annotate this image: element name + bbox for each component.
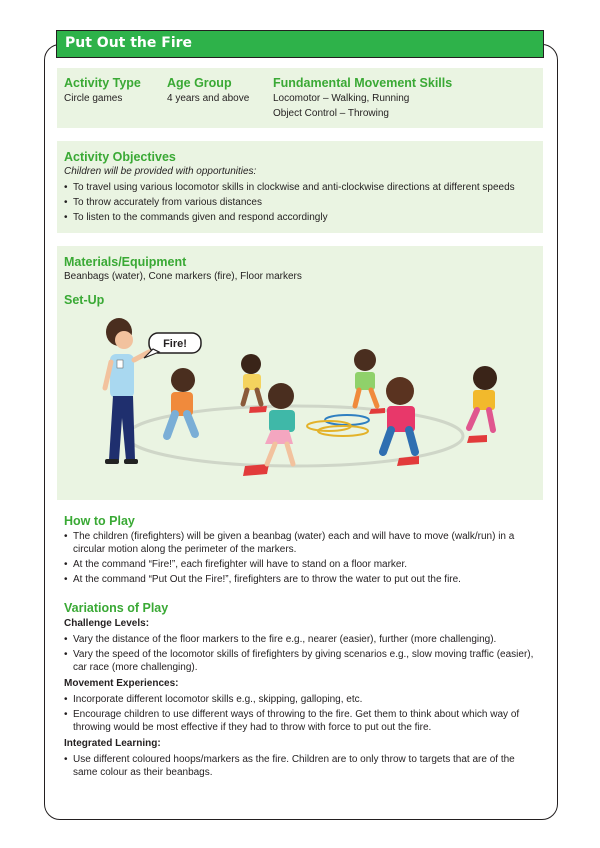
speech-bubble xyxy=(144,333,201,358)
child-figure xyxy=(383,377,415,452)
list-item: • To travel using various locomotor skills in clockwise and anti-clockwise directions at different speeds xyxy=(64,181,542,194)
fire-hoops xyxy=(307,415,369,436)
age-group-label: Age Group xyxy=(167,76,232,90)
setup-illustration xyxy=(97,318,507,490)
age-group-value: 4 years and above xyxy=(167,93,250,104)
movement-experiences-list xyxy=(64,693,540,736)
child-figure xyxy=(354,349,377,406)
skills-line-2: Object Control – Throwing xyxy=(273,108,389,119)
title-bar xyxy=(56,30,544,58)
challenge-levels-heading: Challenge Levels: xyxy=(64,618,150,629)
speech-text: Fire! xyxy=(163,338,187,350)
child-figure xyxy=(241,354,261,404)
list-item: • Vary the speed of the locomotor skills of firefighters by giving scenarios e.g., slow moving traffic (easier), car race (more challenging). xyxy=(64,648,540,674)
page-title: Put Out the Fire xyxy=(65,35,193,51)
list-item: • Incorporate different locomotor skills e.g., skipping, galloping, etc. xyxy=(64,693,540,706)
objectives-heading: Activity Objectives xyxy=(64,150,176,164)
activity-type-label: Activity Type xyxy=(64,76,141,90)
list-item: • Use different coloured hoops/markers as the fire. Children are to only throw to targets that are of the same colour as their beanbags. xyxy=(64,753,540,779)
list-item: • The children (firefighters) will be given a beanbag (water) each and will have to move (walk/run) in a circular motion along the perimeter of the markers. xyxy=(64,530,540,556)
how-to-play-heading: How to Play xyxy=(64,514,135,528)
list-item: • To listen to the commands given and respond accordingly xyxy=(64,211,542,224)
child-figure xyxy=(265,383,295,464)
materials-heading: Materials/Equipment xyxy=(64,255,187,269)
integrated-learning-list xyxy=(64,753,540,781)
list-item: • To throw accurately from various distances xyxy=(64,196,542,209)
movement-experiences-heading: Movement Experiences: xyxy=(64,678,179,689)
objectives-intro: Children will be provided with opportunities: xyxy=(64,166,257,177)
materials-text: Beanbags (water), Cone markers (fire), Floor markers xyxy=(64,271,302,282)
skills-line-1: Locomotor – Walking, Running xyxy=(273,93,410,104)
child-figure xyxy=(167,368,195,436)
activity-type-value: Circle games xyxy=(64,93,123,104)
variations-heading: Variations of Play xyxy=(64,601,169,615)
list-item: • Encourage children to use different ways of throwing to the fire. Get them to think about which way of throwing would be most effective if they had to throw with force to put out the fire. xyxy=(64,708,540,734)
objectives-list xyxy=(64,181,542,226)
setup-heading: Set-Up xyxy=(64,293,105,307)
child-figure xyxy=(469,366,497,430)
list-item: • At the command “Fire!”, each firefighter will have to stand on a floor marker. xyxy=(64,558,540,571)
challenge-levels-list xyxy=(64,633,540,676)
list-item: • Vary the distance of the floor markers to the fire e.g., nearer (easier), further (more challenging). xyxy=(64,633,540,646)
list-item: • At the command “Put Out the Fire!”, firefighters are to throw the water to put out the fire. xyxy=(64,573,540,586)
skills-label: Fundamental Movement Skills xyxy=(273,76,453,90)
how-to-play-list xyxy=(64,530,540,588)
teacher-figure xyxy=(105,318,149,464)
integrated-learning-heading: Integrated Learning: xyxy=(64,738,161,749)
